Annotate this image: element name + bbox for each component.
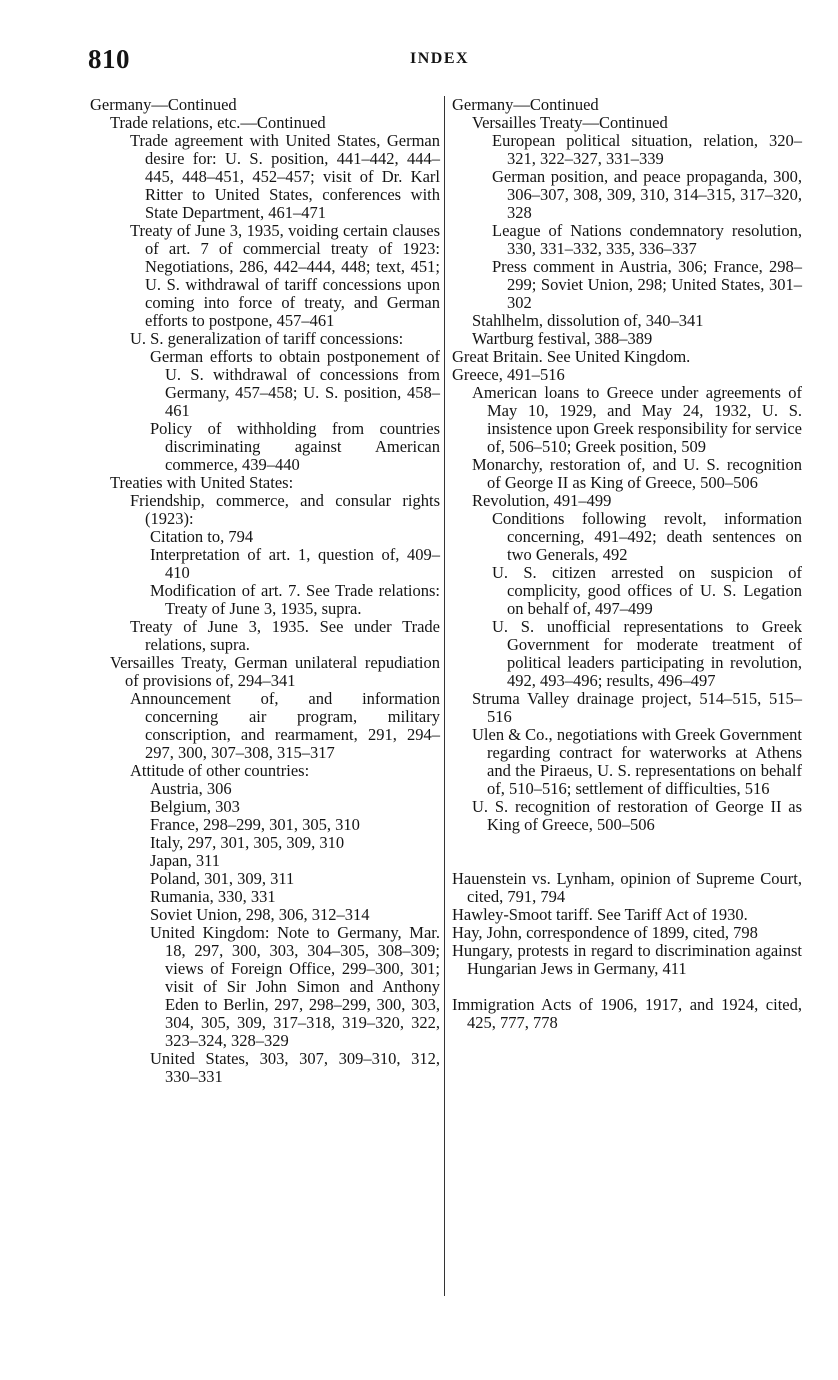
- index-entry: Struma Valley drainage project, 514–515, 515–516: [472, 689, 802, 726]
- index-entry: Attitude of other countries:: [130, 761, 310, 780]
- index-entry: Austria, 306: [150, 779, 232, 798]
- index-entry: Modification of art. 7. See Trade relations: Treaty of June 3, 1935, supra.: [150, 581, 440, 618]
- index-entry: Rumania, 330, 331: [150, 887, 276, 906]
- running-head: INDEX: [410, 50, 470, 67]
- page-number: 810: [88, 44, 130, 74]
- index-entry: Treaty of June 3, 1935, voiding certain clauses of art. 7 of commercial treaty of 1923: Negotiations, 286, 442–444, 448; text, 451; U. S. withdrawal of tariff concessions upon coming into force of treaty, and German efforts to postpone, 457–461: [130, 221, 440, 330]
- index-column-right: [452, 96, 802, 1032]
- index-entry: Policy of withholding from countries discriminating against American commerce, 439–440: [150, 419, 440, 474]
- index-entry: U. S. citizen arrested on suspicion of complicity, good offices of U. S. Legation on behalf of, 497–499: [492, 563, 802, 618]
- index-entry: France, 298–299, 301, 305, 310: [150, 815, 360, 834]
- index-entry: Treaties with United States:: [110, 473, 294, 492]
- index-entry: Revolution, 491–499: [472, 491, 612, 510]
- index-entry: Great Britain. See United Kingdom.: [452, 347, 691, 366]
- index-entry: Immigration Acts of 1906, 1917, and 1924, cited, 425, 777, 778: [452, 995, 802, 1032]
- index-entry: Belgium, 303: [150, 797, 240, 816]
- index-entry: German position, and peace propaganda, 300, 306–307, 308, 309, 310, 314–315, 317–320, 328: [492, 167, 802, 222]
- index-entry: Hay, John, correspondence of 1899, cited, 798: [452, 923, 758, 942]
- index-entry: Poland, 301, 309, 311: [150, 869, 295, 888]
- index-entry: Treaty of June 3, 1935. See under Trade relations, supra.: [130, 617, 440, 654]
- index-entry: Hungary, protests in regard to discrimination against Hungarian Jews in Germany, 411: [452, 941, 802, 978]
- index-column-left: [90, 96, 440, 1086]
- index-entry: U. S. unofficial representations to Greek Government for moderate treatment of political leaders participating in revolution, 492, 493–496; results, 496–497: [492, 617, 802, 690]
- index-entry: Citation to, 794: [150, 527, 254, 546]
- index-entry: Press comment in Austria, 306; France, 298–299; Soviet Union, 298; United States, 301–302: [492, 257, 802, 312]
- index-entry: Hauenstein vs. Lynham, opinion of Supreme Court, cited, 791, 794: [452, 869, 802, 906]
- index-entry: Announcement of, and information concerning air program, military conscription, and rearmament, 291, 294–297, 300, 307–308, 315–317: [130, 689, 440, 762]
- index-entry: United Kingdom: Note to Germany, Mar. 18, 297, 300, 303, 304–305, 308–309; views of Foreign Office, 299–300, 301; visit of Sir John Simon and Anthony Eden to Berlin, 297, 298–299, 300, 303, 304, 305, 309, 317–318, 319–320, 322, 323–324, 328–329: [150, 923, 440, 1050]
- index-entry: Ulen & Co., negotiations with Greek Government regarding contract for waterworks at Athens and the Piraeus, U. S. representations on behalf of, 510–516; settlement of difficulties, 516: [472, 725, 802, 798]
- index-entry: Interpretation of art. 1, question of, 409–410: [150, 545, 440, 582]
- index-entry: Japan, 311: [150, 851, 220, 870]
- index-entry: Soviet Union, 298, 306, 312–314: [150, 905, 370, 924]
- index-entry: Greece, 491–516: [452, 365, 565, 384]
- column-divider: [444, 96, 445, 1296]
- index-entry: League of Nations condemnatory resolution, 330, 331–332, 335, 336–337: [492, 221, 802, 258]
- index-entry: U. S. recognition of restoration of George II as King of Greece, 500–506: [472, 797, 802, 834]
- index-entry: Versailles Treaty—Continued: [472, 113, 668, 132]
- index-entry: Trade relations, etc.—Continued: [110, 113, 326, 132]
- index-entry: Monarchy, restoration of, and U. S. recognition of George II as King of Greece, 500–506: [472, 455, 802, 492]
- index-entry: Versailles Treaty, German unilateral repudiation of provisions of, 294–341: [110, 653, 440, 690]
- index-entry: Conditions following revolt, information concerning, 491–492; death sentences on two Generals, 492: [492, 509, 802, 564]
- index-entry: German efforts to obtain postponement of U. S. withdrawal of concessions from Germany, 457–458; U. S. position, 458–461: [150, 347, 440, 420]
- index-entry: European political situation, relation, 320–321, 322–327, 331–339: [492, 131, 802, 168]
- index-entry: Stahlhelm, dissolution of, 340–341: [472, 311, 704, 330]
- index-entry: Germany—Continued: [452, 95, 599, 114]
- index-entry: Hawley-Smoot tariff. See Tariff Act of 1930.: [452, 905, 748, 924]
- index-entry: United States, 303, 307, 309–310, 312, 330–331: [150, 1049, 440, 1086]
- index-entry: Wartburg festival, 388–389: [472, 329, 653, 348]
- index-entry: Italy, 297, 301, 305, 309, 310: [150, 833, 345, 852]
- index-entry: Germany—Continued: [90, 95, 237, 114]
- index-entry: Trade agreement with United States, German desire for: U. S. position, 441–442, 444–445, 448–451, 452–457; visit of Dr. Karl Ritter to United States, conferences with State Department, 461–471: [130, 131, 440, 222]
- index-entry: American loans to Greece under agreements of May 10, 1929, and May 24, 1932, U. S. insistence upon Greek responsibility for service of, 506–510; Greek position, 509: [472, 383, 802, 456]
- index-entry: U. S. generalization of tariff concessions:: [130, 329, 404, 348]
- index-entry: Friendship, commerce, and consular rights (1923):: [130, 491, 440, 528]
